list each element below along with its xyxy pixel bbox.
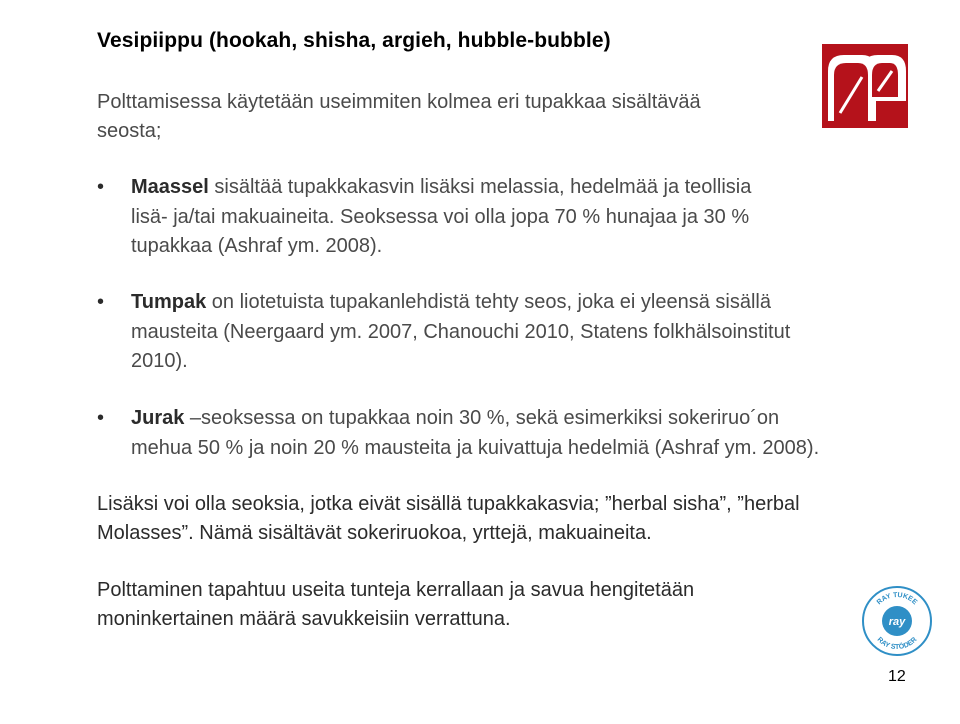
badge-top-text: RAY TUKEE — [875, 591, 919, 607]
bullet-line-2: mehua 50 % ja noin 20 % mausteita ja kuivattuja hedelmiä (Ashraf ym. 2008). — [131, 436, 820, 459]
bullet-dot: • — [97, 176, 105, 198]
bullet-line-2: mausteita (Neergaard ym. 2007, Chanouchi 2010, Statens folkhälsoinstitut — [131, 320, 791, 343]
para3-line-2: moninkertainen määrä savukkeisiin verrattuna. — [97, 608, 511, 630]
bullet-line-2: lisä- ja/tai makuaineita. Seoksessa voi olla jopa 70 % hunajaa ja 30 % — [131, 205, 750, 228]
ray-badge — [861, 585, 933, 657]
para3-line-1: Polttaminen tapahtuu useita tunteja kerrallaan ja savua hengitetään — [97, 579, 695, 601]
bullet-term: Tumpak — [131, 291, 207, 313]
badge-center-text: ray — [888, 616, 906, 628]
bullet-line-3: tupakkaa (Ashraf ym. 2008). — [131, 235, 383, 257]
bullet-line-1: –seoksessa on tupakkaa noin 30 %, sekä esimerkiksi sokeriruo´on — [184, 407, 780, 429]
intro-line-1: Polttamisessa käytetään useimmiten kolmea eri tupakkaa sisältävää — [97, 91, 701, 113]
bullet-line-1: sisältää tupakkakasvin lisäksi melassia, hedelmää ja teollisia — [208, 176, 752, 198]
intro-line-2: seosta; — [97, 120, 162, 142]
bullet-term: Maassel — [131, 176, 209, 198]
para2-line-2: Molasses”. Nämä sisältävät sokeriruokoa, yrttejä, makuaineita. — [97, 522, 652, 544]
page-number: 12 — [888, 668, 906, 685]
bullet-maassel — [97, 173, 931, 262]
organization-logo — [822, 41, 908, 128]
bullet-line-1: on liotetuista tupakanlehdistä tehty seos, joka ei yleensä sisällä — [206, 291, 771, 313]
bullet-line-3: 2010). — [131, 350, 188, 372]
bullet-dot: • — [97, 407, 105, 429]
bullet-dot: • — [97, 291, 105, 313]
para2-line-1: Lisäksi voi olla seoksia, jotka eivät sisällä tupakkakasvia; ”herbal sisha”, ”herbal — [97, 493, 800, 515]
badge-bottom-text: RAY STÖDER — [875, 636, 919, 652]
slide-title: Vesipiippu (hookah, shisha, argieh, hubble-bubble) — [97, 29, 611, 52]
bullet-tumpak — [97, 288, 931, 377]
bullet-jurak — [97, 404, 960, 463]
bullet-term: Jurak — [131, 407, 185, 429]
